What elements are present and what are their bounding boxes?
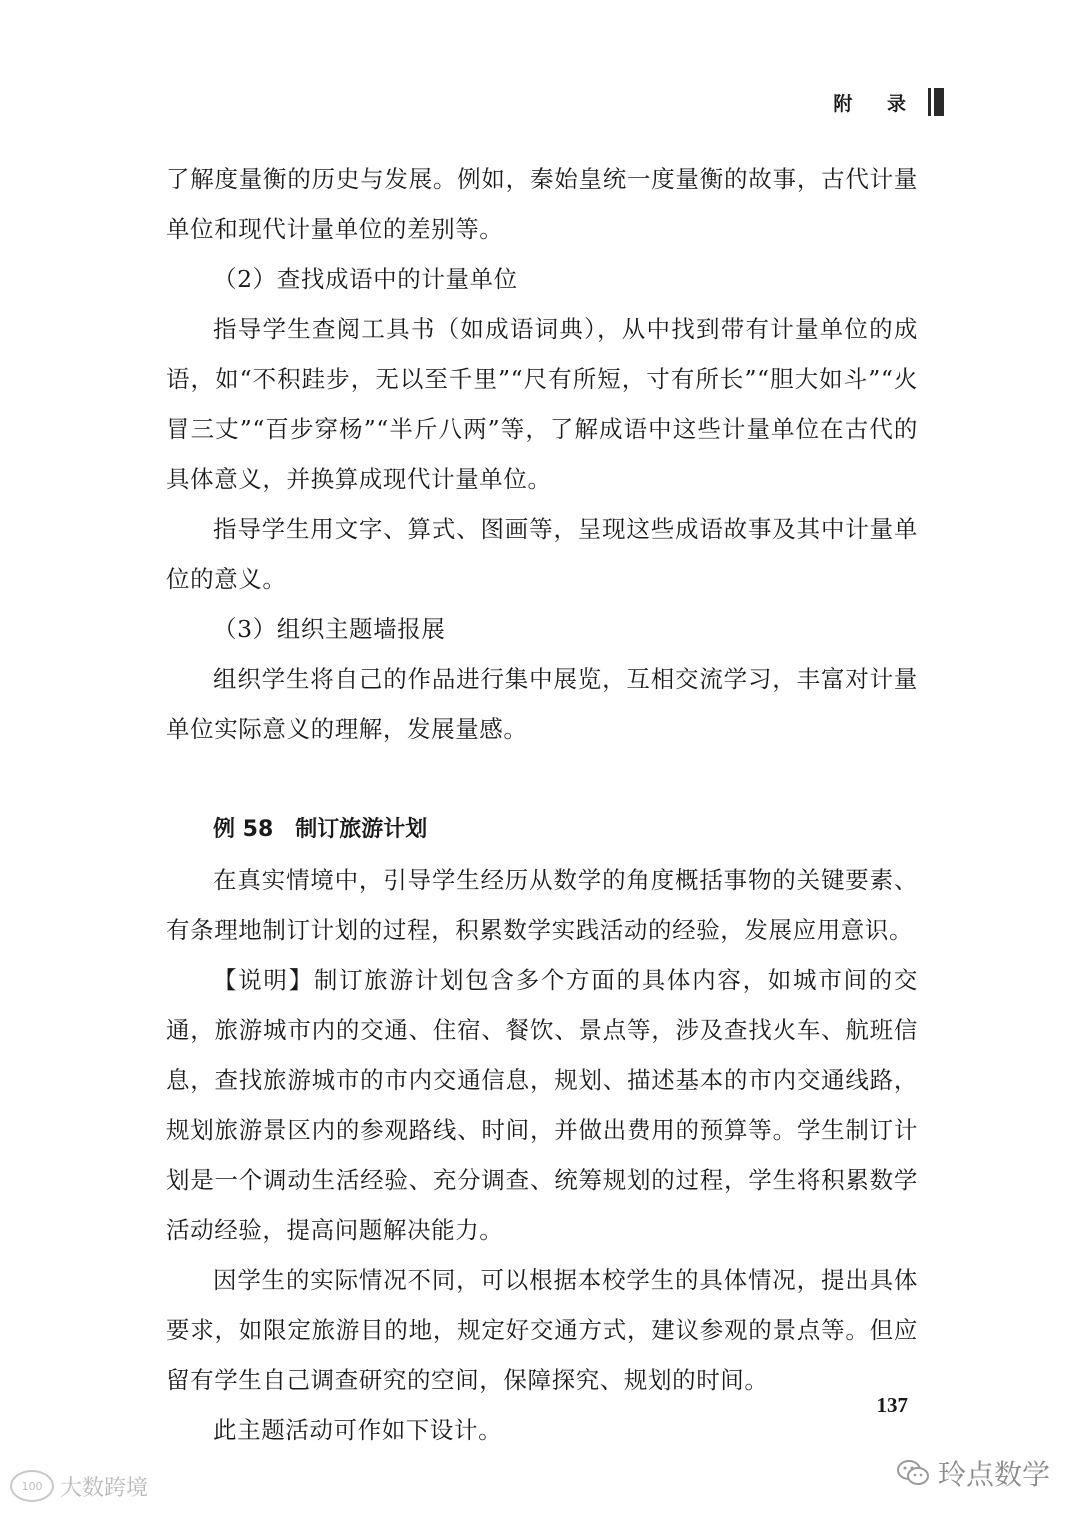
subheading: （3）组织主题墙报展 xyxy=(213,615,446,643)
paragraph: 在真实情境中，引导学生经历从数学的角度概括事物的关键要素、有条理地制订计划的过程，积累数学实践活动的经验，发展应用意识。 xyxy=(166,866,918,944)
paragraph: 此主题活动可作如下设计。 xyxy=(213,1416,503,1444)
page-body xyxy=(166,154,918,1455)
paragraph: 指导学生查阅工具书（如成语词典），从中找到带有计量单位的成语，如“不积跬步，无以至千里”“尺有所短，寸有所长”“胆大如斗”“火冒三丈”“百步穿杨”“半斤八两”等，了解成语中这些计量单位在古代的具体意义，并换算成现代计量单位。 xyxy=(166,315,918,493)
watermark-right-text: 玲点数学 xyxy=(937,1458,1050,1491)
paragraph: 【说明】制订旅游计划包含多个方面的具体内容，如城市间的交通，旅游城市内的交通、住宿、餐饮、景点等，涉及查找火车、航班信息，查找旅游城市的市内交通信息，规划、描述基本的市内交通线路，规划旅游景区内的参观路线、时间，并做出费用的预算等。学生制订计划是一个调动生活经验、充分调查、统筹规划的过程，学生将积累数学活动经验，提高问题解决能力。 xyxy=(166,966,918,1244)
watermark-left-text: 大数跨境 xyxy=(60,1475,149,1501)
paragraph: 组织学生将自己的作品进行集中展览，互相交流学习，丰富对计量单位实际意义的理解，发展量感。 xyxy=(166,665,918,743)
page-number: 137 xyxy=(876,1393,908,1417)
wechat-icon xyxy=(896,1458,930,1488)
paragraph: 了解度量衡的历史与发展。例如，秦始皇统一度量衡的故事，古代计量单位和现代计量单位的差别等。 xyxy=(166,165,918,243)
example-heading: 例 58 制订旅游计划 xyxy=(213,817,428,842)
header-title: 附 录 xyxy=(833,92,920,115)
watermark-logo-icon: 100 xyxy=(10,1470,54,1502)
header-bar-icon xyxy=(928,88,944,116)
watermark-left xyxy=(10,1470,148,1502)
watermark-right xyxy=(896,1453,1050,1493)
paragraph: 因学生的实际情况不同，可以根据本校学生的具体情况，提出具体要求，如限定旅游目的地，规定好交通方式，建议参观的景点等。但应留有学生自己调查研究的空间，保障探究、规划的时间。 xyxy=(166,1266,918,1394)
subheading: （2）查找成语中的计量单位 xyxy=(213,265,518,293)
paragraph: 指导学生用文字、算式、图画等，呈现这些成语故事及其中计量单位的意义。 xyxy=(166,515,918,593)
running-header xyxy=(833,88,944,116)
